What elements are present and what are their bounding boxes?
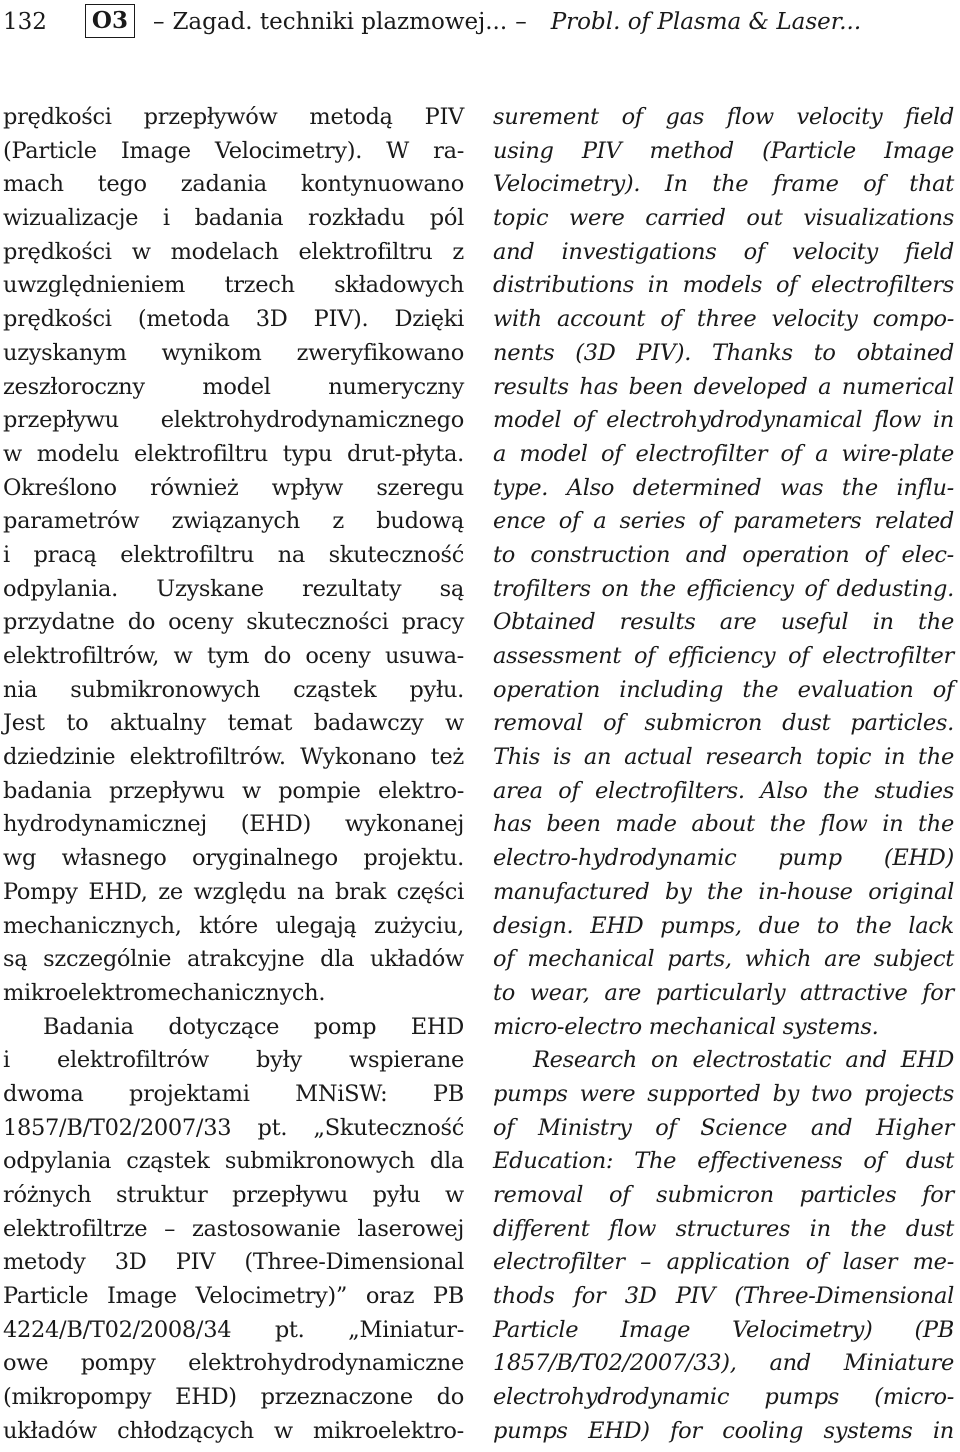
text-line: type. Also determined was the influ- <box>493 474 954 501</box>
text-line: Particle Image Velocimetry) (PB <box>493 1316 954 1343</box>
text-line: surement of gas flow velocity field <box>493 104 954 130</box>
journal-title-en: Probl. of Plasma & Laser... <box>550 9 862 35</box>
text-line: parametrów związanych z budową <box>3 508 464 535</box>
text-line: dziedzinie elektrofiltrów. Wykonano też <box>3 744 464 771</box>
text-line: distributions in models of electrofilters <box>493 272 954 299</box>
text-line: model of electrohydrodynamical flow in <box>493 407 954 434</box>
text-line: nia submikronowych cząstek pyłu. <box>3 676 464 703</box>
text-line: pumps were supported by two projects <box>493 1080 954 1107</box>
text-line: Education: The effectiveness of dust <box>493 1148 954 1175</box>
text-line: pumps EHD) for cooling systems in <box>493 1417 954 1444</box>
section-label: O3 <box>85 4 135 38</box>
text-line: przydatne do oceny skuteczności pracy <box>3 609 464 636</box>
text-line: of Ministry of Science and Higher <box>493 1114 954 1141</box>
text-line: electrohydrodynamic pumps (micro- <box>493 1384 954 1411</box>
text-line: hydrodynamicznej (EHD) wykonanej <box>3 811 464 838</box>
text-line: area of electrofilters. Also the studies <box>493 777 954 804</box>
header-dash: – <box>515 9 527 35</box>
text-line: removal of submicron particles for <box>493 1182 954 1208</box>
text-line: prędkości (metoda 3D PIV). Dzięki <box>3 306 464 333</box>
header-dash: – <box>152 9 165 35</box>
text-line: operation including the evaluation of <box>493 676 954 703</box>
text-line: elektrofiltrze – zastosowanie laserowej <box>3 1215 464 1242</box>
text-line: a model of electrofilter of a wire-plate <box>493 440 954 467</box>
text-line: and investigations of velocity field <box>493 238 954 265</box>
text-line: mechanicznych, które ulegają zużyciu, <box>3 912 464 939</box>
text-line: Pompy EHD, ze względu na brak części <box>3 878 464 905</box>
right-column-english <box>493 101 954 1449</box>
text-line: nents (3D PIV). Thanks to obtained <box>493 339 954 366</box>
text-line: design. EHD pumps, due to the lack <box>493 912 954 939</box>
text-line: dwoma projektami MNiSW: PB <box>3 1080 464 1107</box>
page-number: 132 <box>3 9 47 35</box>
text-line: (mikropompy EHD) przeznaczone do <box>3 1384 464 1411</box>
text-line: prędkości w modelach elektrofiltru z <box>3 238 464 265</box>
text-line: results has been developed a numerical <box>493 373 954 400</box>
text-line: odpylania. Uzyskane rezultaty są <box>3 575 464 602</box>
text-line: to wear, are particularly attractive for <box>493 979 954 1006</box>
text-line: wg własnego oryginalnego projektu. <box>3 845 464 872</box>
text-line: różnych struktur przepływu pyłu w <box>3 1182 464 1208</box>
text-line: układów chłodzących w mikroelektro- <box>3 1417 464 1444</box>
text-line: 1857/B/T02/2007/33 pt. „Skuteczność <box>3 1114 464 1141</box>
text-line: to construction and operation of elec- <box>493 541 954 568</box>
text-line: owe pompy elektrohydrodynamiczne <box>3 1350 464 1377</box>
running-header <box>3 4 943 40</box>
text-line: uwzględnieniem trzech składowych <box>3 272 464 299</box>
text-line: manufactured by the in-house original <box>493 878 954 905</box>
text-line: mikroelektromechanicznych. <box>3 979 326 1006</box>
text-line: assessment of efficiency of electrofilter <box>493 643 954 669</box>
text-line: topic were carried out visualizations <box>493 205 954 232</box>
text-line: odpylania cząstek submikronowych dla <box>3 1148 464 1175</box>
text-line: Velocimetry). In the frame of that <box>493 171 954 198</box>
text-line: micro-electro mechanical systems. <box>493 1013 879 1040</box>
text-line: trofilters on the efficiency of dedusting. <box>493 575 954 602</box>
text-line: using PIV method (Particle Image <box>493 137 954 164</box>
text-line: ence of a series of parameters related <box>493 508 954 535</box>
text-line: zeszłoroczny model numeryczny <box>3 373 464 400</box>
text-line: wizualizacje i badania rozkładu pól <box>3 205 464 232</box>
text-line: This is an actual research topic in the <box>493 744 954 771</box>
text-line: badania przepływu w pompie elektro- <box>3 777 464 804</box>
text-line: 4224/B/T02/2008/34 pt. „Miniatur- <box>3 1316 464 1343</box>
left-column-polish <box>3 101 464 1449</box>
text-line: Określono również wpływ szeregu <box>3 474 464 501</box>
text-line: Particle Image Velocimetry)” oraz PB <box>3 1283 464 1310</box>
text-line: removal of submicron dust particles. <box>493 710 954 737</box>
text-line: i pracą elektrofiltru na skuteczność <box>3 541 464 568</box>
text-line: different flow structures in the dust <box>493 1215 954 1242</box>
text-line: 1857/B/T02/2007/33), and Miniature <box>493 1350 954 1377</box>
text-line: electrofilter – application of laser me- <box>493 1249 954 1276</box>
text-line: Research on electrostatic and EHD <box>533 1047 954 1074</box>
text-line: of mechanical parts, which are subject <box>493 946 954 973</box>
text-line: has been made about the flow in the <box>493 811 954 838</box>
text-line: elektrofiltrów, w tym do oceny usuwa- <box>3 643 464 669</box>
text-line: w modelu elektrofiltru typu drut-płyta. <box>3 440 464 467</box>
text-line: with account of three velocity compo- <box>493 306 954 333</box>
text-line: Obtained results are useful in the <box>493 609 954 636</box>
text-line: Jest to aktualny temat badawczy w <box>3 710 464 737</box>
journal-title-pl: Zagad. techniki plazmowej... <box>172 9 508 35</box>
text-line: thods for 3D PIV (Three-Dimensional <box>493 1283 954 1310</box>
text-line: (Particle Image Velocimetry). W ra- <box>3 137 464 164</box>
text-line: Badania dotyczące pomp EHD <box>43 1013 464 1040</box>
text-line: i elektrofiltrów były wspierane <box>3 1047 464 1074</box>
text-line: prędkości przepływów metodą PIV <box>3 104 464 130</box>
text-line: są szczególnie atrakcyjne dla układów <box>3 946 464 973</box>
text-line: electro-hydrodynamic pump (EHD) <box>493 845 954 872</box>
text-line: uzyskanym wynikom zweryfikowano <box>3 339 464 366</box>
text-line: mach tego zadania kontynuowano <box>3 171 464 198</box>
text-line: metody 3D PIV (Three-Dimensional <box>3 1249 464 1276</box>
text-line: przepływu elektrohydrodynamicznego <box>3 407 464 434</box>
